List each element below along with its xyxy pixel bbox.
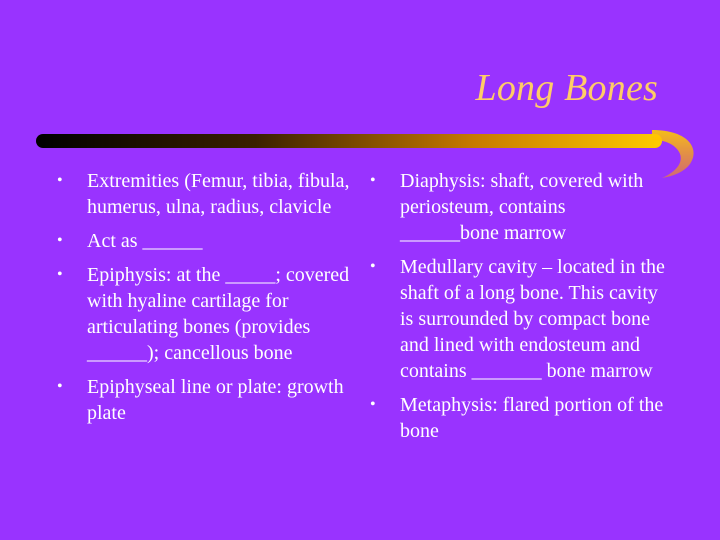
slide-title: Long Bones [475, 67, 658, 109]
left-bullet-4: • Epiphyseal line or plate: growth plate [55, 374, 355, 426]
left-bullet-1: • Extremities (Femur, tibia, fibula, humerus, ulna, radius, clavicle [55, 168, 355, 220]
right-bullet-1: • Diaphysis: shaft, covered with periosteum, contains ______bone marrow [368, 168, 668, 246]
right-bullet-list [368, 168, 668, 452]
left-bullet-2: • Act as ______ [55, 228, 355, 254]
right-bullet-3: • Metaphysis: flared portion of the bone [368, 392, 668, 444]
left-bullet-list [55, 168, 355, 434]
right-bullet-2: • Medullary cavity – located in the shaft of a long bone. This cavity is surrounded by compact bone and lined with endosteum and contains _______ bone marrow [368, 254, 668, 384]
left-bullet-3: • Epiphysis: at the _____; covered with hyaline cartilage for articulating bones (provides ______); cancellous bone [55, 262, 355, 366]
